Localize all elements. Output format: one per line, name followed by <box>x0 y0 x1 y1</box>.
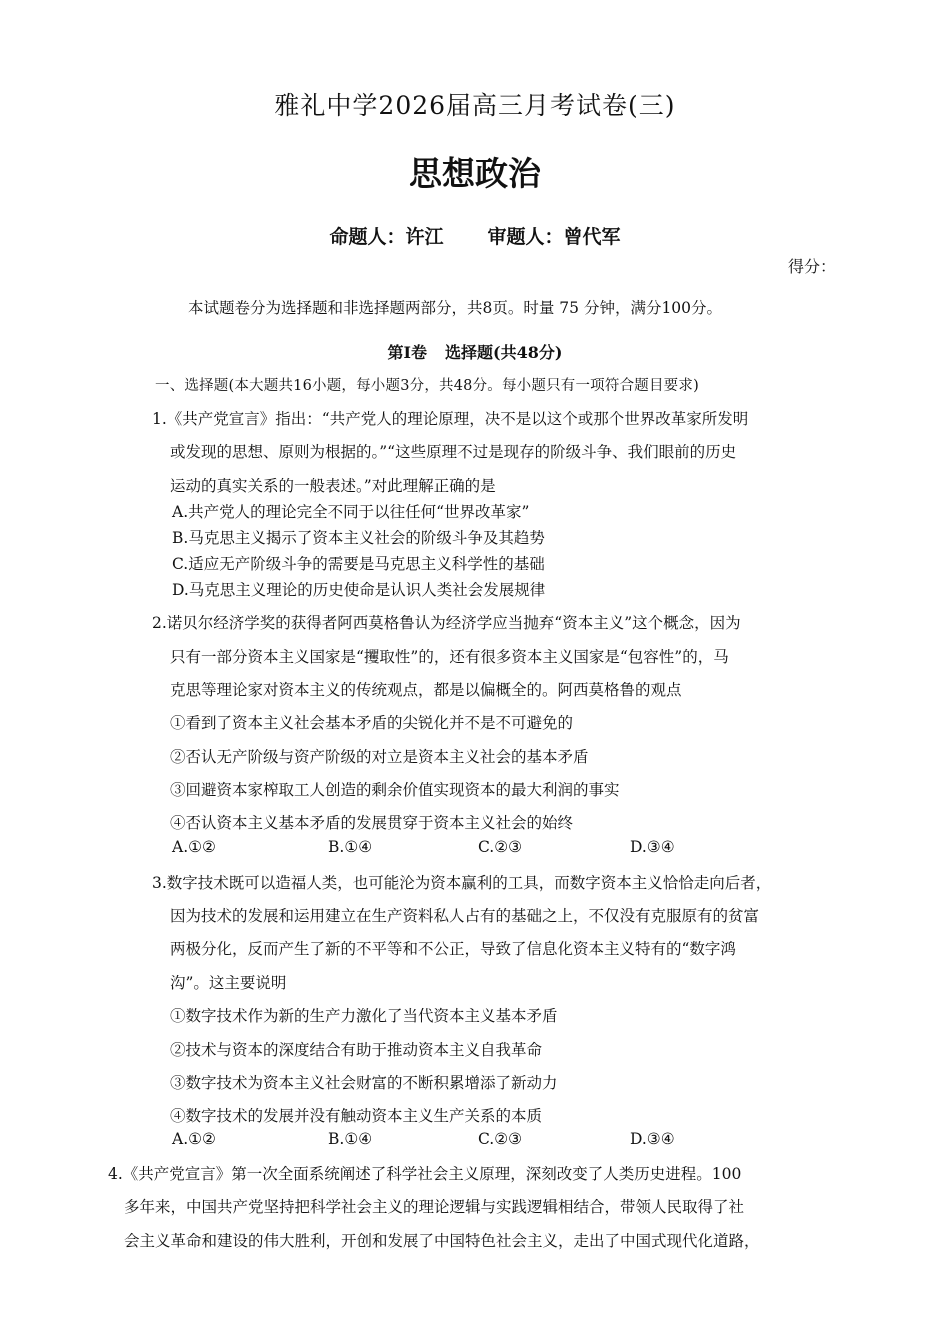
question-3-line-1: 3.数字技术既可以造福人类，也可能沦为资本赢利的工具，而数字资本主义恰恰走向后者， <box>152 874 772 892</box>
question-2-choice-d: D.③④ <box>630 838 675 856</box>
question-2-choice-b: B.①④ <box>328 838 373 856</box>
question-3-line-2: 因为技术的发展和运用建立在生产资料私人占有的基础之上，不仅没有克服原有的贫富 <box>170 907 760 925</box>
question-3-choice-a: A.①② <box>172 1130 216 1148</box>
subject-title: 思想政治 <box>409 154 541 193</box>
setter: 命题人：许江 <box>329 226 444 248</box>
part1-title-b: 选择题(共48分) <box>445 343 563 362</box>
question-2-line-2: 只有一部分资本主义国家是“攫取性”的，还有很多资本主义国家是“包容性”的，马 <box>170 648 729 666</box>
question-3-line-4: 沟”。这主要说明 <box>170 974 287 992</box>
part1-instruction: 一、选择题(本大题共16小题，每小题3分，共48分。每小题只有一项符合题目要求) <box>155 378 699 394</box>
question-3-item-3: ③数字技术为资本主义社会财富的不断积累增添了新动力 <box>170 1074 558 1092</box>
question-4-line-2: 多年来，中国共产党坚持把科学社会主义的理论逻辑与实践逻辑相结合，带领人民取得了社 <box>124 1198 745 1216</box>
question-2-item-4: ④否认资本主义基本矛盾的发展贯穿于资本主义社会的始终 <box>170 814 574 832</box>
score-label: 得分： <box>788 257 837 276</box>
question-1-option-a: A.共产党人的理论完全不同于以往任何“世界改革家” <box>172 503 530 521</box>
exam-title: 雅礼中学2026届高三月考试卷(三) <box>274 91 676 120</box>
question-3-line-3: 两极分化，反而产生了新的不平等和不公正，导致了信息化资本主义特有的“数字鸿 <box>170 940 736 958</box>
question-4-line-1: 4.《共产党宣言》第一次全面系统阐述了科学社会主义原理，深刻改变了人类历史进程。100 <box>108 1165 742 1183</box>
question-2-item-1: ①看到了资本主义社会基本矛盾的尖锐化并不是不可避免的 <box>170 714 574 732</box>
question-2-choice-a: A.①② <box>172 838 216 856</box>
question-1-option-d: D.马克思主义理论的历史使命是认识人类社会发展规律 <box>172 581 546 599</box>
question-2-line-3: 克思等理论家对资本主义的传统观点，都是以偏概全的。阿西莫格鲁的观点 <box>170 681 682 699</box>
question-1-option-b: B.马克思主义揭示了资本主义社会的阶级斗争及其趋势 <box>172 529 545 547</box>
question-3-choice-b: B.①④ <box>328 1130 373 1148</box>
question-2-item-3: ③回避资本家榨取工人创造的剩余价值实现资本的最大利润的事实 <box>170 781 620 799</box>
part1-title-a: 第Ⅰ卷 <box>387 343 428 362</box>
question-3-item-1: ①数字技术作为新的生产力激化了当代资本主义基本矛盾 <box>170 1007 558 1025</box>
question-3-item-4: ④数字技术的发展并没有触动资本主义生产关系的本质 <box>170 1107 543 1125</box>
question-3-item-2: ②技术与资本的深度结合有助于推动资本主义自我革命 <box>170 1041 543 1059</box>
question-2-line-1: 2.诺贝尔经济学奖的获得者阿西莫格鲁认为经济学应当抛弃“资本主义”这个概念，因为 <box>152 614 741 632</box>
question-1-option-c: C.适应无产阶级斗争的需要是马克思主义科学性的基础 <box>172 555 545 573</box>
question-1-line-3: 运动的真实关系的一般表述。”对此理解正确的是 <box>170 477 496 495</box>
intro-text: 本试题卷分为选择题和非选择题两部分，共8页。时量 75 分钟，满分100分。 <box>188 299 723 317</box>
question-4-line-3: 会主义革命和建设的伟大胜利，开创和发展了中国特色社会主义，走出了中国式现代化道路， <box>124 1232 760 1250</box>
authors-line <box>0 222 950 249</box>
part1-title <box>0 340 950 363</box>
question-3-choice-c: C.②③ <box>478 1130 523 1148</box>
question-1-line-2: 或发现的思想、原则为根据的。”“这些原理不过是现存的阶级斗争、我们眼前的历史 <box>170 443 737 461</box>
reviewer: 审题人：曾代军 <box>487 226 621 248</box>
question-3-choice-d: D.③④ <box>630 1130 675 1148</box>
question-2-item-2: ②否认无产阶级与资产阶级的对立是资本主义社会的基本矛盾 <box>170 748 589 766</box>
question-1-line-1: 1.《共产党宣言》指出：“共产党人的理论原理，决不是以这个或那个世界改革家所发明 <box>152 410 749 428</box>
question-2-choice-c: C.②③ <box>478 838 523 856</box>
